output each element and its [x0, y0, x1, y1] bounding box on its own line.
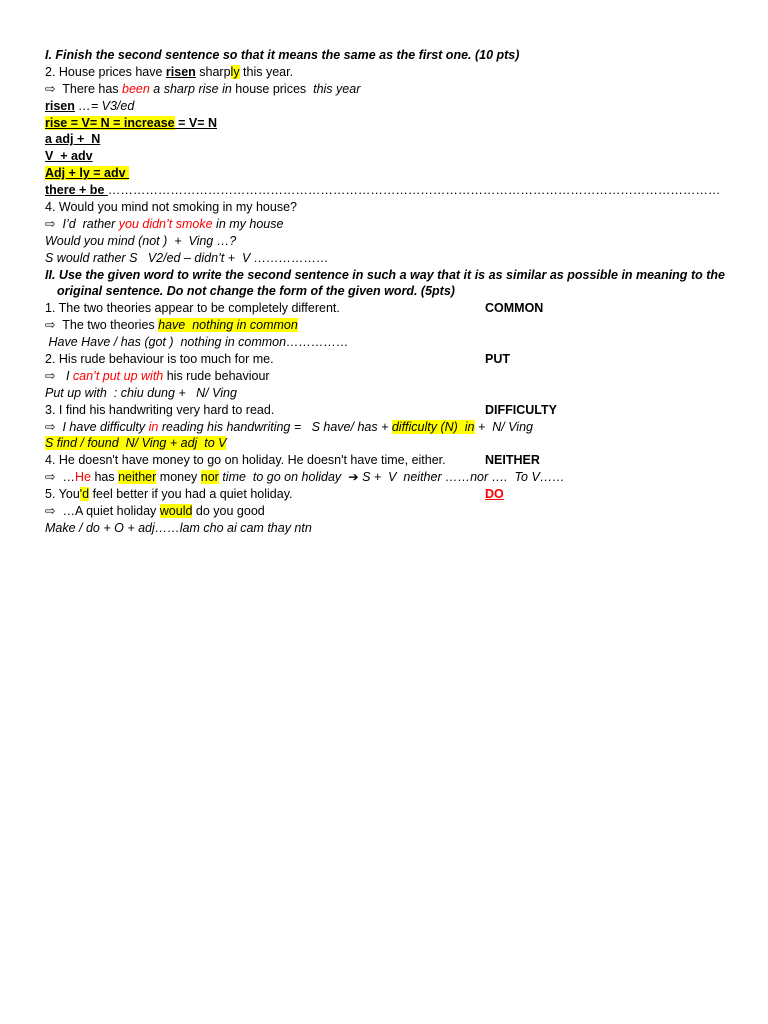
note-adj-ly: Adj + ly = adv [45, 166, 130, 181]
answer-2: ⇨ There has been a sharp rise in house prices this year [45, 81, 361, 96]
keyword-neither: NEITHER [485, 453, 540, 468]
risen-word: risen [165, 64, 196, 79]
note-find: S find / found N/ Ving + adj to V [45, 436, 227, 451]
ly-highlight: ly [230, 64, 240, 79]
question-2: 2. House prices have risen sharply this year. [45, 64, 294, 79]
note-risen: risen …= V3/ed [45, 98, 135, 113]
right-arrow-icon: ➔ [348, 470, 359, 485]
s2-question-1: 1. The two theories appear to be completely different. COMMON [45, 301, 544, 316]
answer-arrow-icon: ⇨ [45, 216, 56, 231]
keyword-common: COMMON [485, 301, 544, 316]
answer-arrow-icon: ⇨ [45, 81, 56, 96]
s2-answer-5: ⇨ …A quiet holiday would do you good [45, 504, 265, 519]
keyword-do: DO [485, 487, 504, 502]
note-would-you-mind: Would you mind (not ) + Ving …? [45, 233, 237, 248]
answer-arrow-icon: ⇨ [45, 318, 56, 333]
note-would-rather: S would rather S V2/ed – didn’t + V ……………… [45, 250, 329, 265]
note-v-adv: V + adv [45, 149, 93, 164]
keyword-difficulty: DIFFICULTY [485, 402, 557, 417]
s2-question-2: 2. His rude behaviour is too much for me. PUT [45, 352, 510, 367]
note-have-nothing-in-common: Have Have / has (got ) nothing in common…………… [45, 335, 349, 350]
note-put-up-with: Put up with : chiu dung + N/ Ving [45, 385, 237, 400]
s2-question-3: 3. I find his handwriting very hard to read. DIFFICULTY [45, 402, 557, 417]
worksheet [45, 47, 725, 537]
s2-answer-2: ⇨ I can’t put up with his rude behaviour [45, 368, 270, 383]
question-4: 4. Would you mind not smoking in my house? [45, 200, 297, 215]
section-2-heading-line-2: original sentence. Do not change the form of the given word. (5pts) [57, 284, 455, 299]
section-2-heading-line-1: II. Use the given word to write the second sentence in such a way that it is as similar as possible in meaning to the [45, 267, 725, 282]
s2-answer-4: ⇨ …He has neither money nor time to go on holiday ➔ S + V neither ……nor …. To V…… [45, 470, 565, 485]
keyword-put: PUT [485, 352, 510, 367]
answer-arrow-icon: ⇨ [45, 470, 56, 485]
answer-4: ⇨ I’d rather you didn’t smoke in my house [45, 216, 284, 231]
note-make-do: Make / do + O + adj……lam cho ai cam thay ntn [45, 520, 312, 535]
s2-question-4: 4. He doesn't have money to go on holiday. He doesn't have time, either. NEITHER [45, 453, 540, 468]
note-rise: rise = V= N = increase = V= N [45, 115, 217, 130]
note-adj-n: a adj + N [45, 132, 101, 147]
note-there-be: there + be ………………………………………………………………………………………………………………………………… [45, 183, 721, 198]
s2-question-5: 5. You'd feel better if you had a quiet holiday. DO [45, 487, 504, 502]
answer-arrow-icon: ⇨ [45, 419, 56, 434]
section-1-heading: I. Finish the second sentence so that it means the same as the first one. (10 pts) [45, 48, 520, 62]
answer-arrow-icon: ⇨ [45, 368, 56, 383]
answer-arrow-icon: ⇨ [45, 504, 56, 519]
s2-answer-3: ⇨ I have difficulty in reading his handwriting = S have/ has + difficulty (N) in + N/ Ving [45, 419, 533, 434]
s2-answer-1: ⇨ The two theories have nothing in common [45, 318, 298, 333]
